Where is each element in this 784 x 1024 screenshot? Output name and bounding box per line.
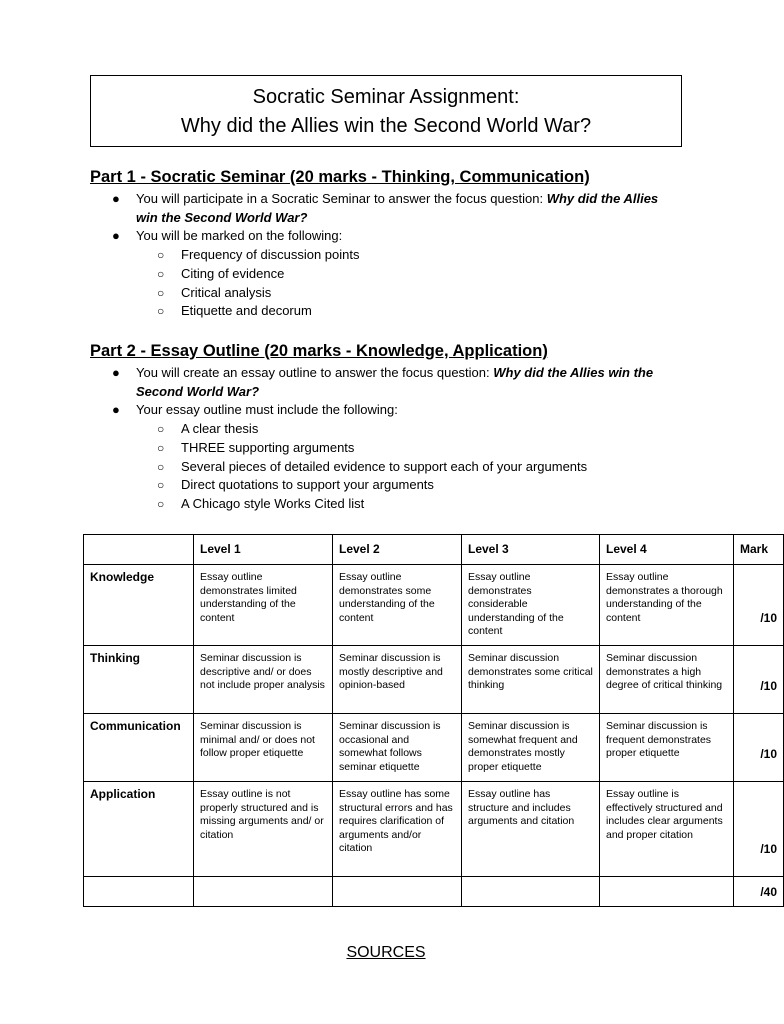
table-row xyxy=(84,714,784,782)
hollow-bullet-icon: ○ xyxy=(157,440,165,455)
outline-item: Several pieces of detailed evidence to support each of your arguments xyxy=(181,458,588,474)
rubric-cell: Seminar discussion demonstrates some critical thinking xyxy=(462,646,600,714)
outline-item: A Chicago style Works Cited list xyxy=(181,495,365,511)
hollow-bullet-icon: ○ xyxy=(157,285,165,300)
list-item xyxy=(136,476,690,495)
list-item xyxy=(136,302,690,321)
criteria-item: Citing of evidence xyxy=(181,265,285,281)
rubric-empty-cell xyxy=(194,877,333,907)
rubric-cell: Seminar discussion is descriptive and/ or does not include proper analysis xyxy=(194,646,333,714)
outline-item: A clear thesis xyxy=(181,421,259,437)
rubric-cell: Essay outline is not properly structured and is missing arguments and/ or citation xyxy=(194,782,333,877)
rubric-cell: Essay outline demonstrates some understanding of the content xyxy=(333,565,462,646)
title-box xyxy=(90,75,682,147)
rubric-cell: Seminar discussion is frequent demonstrates proper etiquette xyxy=(600,714,734,782)
rubric-total-row xyxy=(84,877,784,907)
rubric-cell: Essay outline demonstrates considerable understanding of the content xyxy=(462,565,600,646)
sources-heading: SOURCES xyxy=(346,944,426,961)
part1-bullet-2-text: You will be marked on the following: xyxy=(136,228,343,244)
outline-item: THREE supporting arguments xyxy=(181,439,355,455)
rubric-empty-cell xyxy=(84,877,194,907)
filled-bullet-icon: ● xyxy=(112,191,120,206)
list-item xyxy=(136,265,690,284)
rubric-category: Application xyxy=(84,782,194,877)
rubric-total: /40 xyxy=(734,877,784,907)
rubric-category: Knowledge xyxy=(84,565,194,646)
rubric-mark: /10 xyxy=(734,565,784,646)
rubric-cell: Seminar discussion is occasional and somewhat follows seminar etiquette xyxy=(333,714,462,782)
part2-heading: Part 2 - Essay Outline (20 marks - Knowledge, Application) xyxy=(90,342,548,360)
hollow-bullet-icon: ○ xyxy=(157,478,165,493)
filled-bullet-icon: ● xyxy=(112,228,120,244)
part2-focus-question: Why did the Allies win the Second World War? xyxy=(136,365,654,399)
filled-bullet-icon: ● xyxy=(112,402,120,418)
part1-bullet-1-text: You will participate in a Socratic Seminar to answer the focus question: xyxy=(136,191,547,206)
hollow-bullet-icon: ○ xyxy=(157,248,165,263)
table-row xyxy=(84,782,784,877)
rubric-header-level-3: Level 3 xyxy=(462,535,600,565)
rubric-cell: Seminar discussion is somewhat frequent and demonstrates mostly proper etiquette xyxy=(462,714,600,782)
list-item xyxy=(136,495,690,514)
rubric-table xyxy=(83,534,784,907)
outline-item: Direct quotations to support your arguments xyxy=(181,477,434,493)
hollow-bullet-icon: ○ xyxy=(157,422,165,437)
rubric-header-level-1: Level 1 xyxy=(194,535,333,565)
criteria-item: Frequency of discussion points xyxy=(181,247,360,263)
title-line-1: Socratic Seminar Assignment: xyxy=(252,86,520,108)
part2-bullet-1-text: You will create an essay outline to answer the focus question: xyxy=(136,365,494,380)
criteria-item: Etiquette and decorum xyxy=(181,303,312,319)
part1-focus-question: Why did the Allies win the Second World War? xyxy=(136,191,659,225)
rubric-cell: Seminar discussion is mostly descriptive and opinion-based xyxy=(333,646,462,714)
table-row xyxy=(84,565,784,646)
rubric-cell: Seminar discussion demonstrates a high degree of critical thinking xyxy=(600,646,734,714)
rubric-empty-cell xyxy=(600,877,734,907)
rubric-empty-cell xyxy=(333,877,462,907)
rubric-cell: Essay outline is effectively structured and includes clear arguments and proper citation xyxy=(600,782,734,877)
rubric-category: Communication xyxy=(84,714,194,782)
list-item xyxy=(0,401,690,513)
hollow-bullet-icon: ○ xyxy=(157,459,165,474)
list-item xyxy=(0,190,664,227)
part1-list xyxy=(0,190,690,321)
part2-bullet-2-text: Your essay outline must include the following: xyxy=(136,402,398,418)
title-line-2: Why did the Allies win the Second World War? xyxy=(180,115,592,137)
rubric-mark: /10 xyxy=(734,782,784,877)
list-item xyxy=(0,227,690,321)
list-item xyxy=(136,420,690,439)
rubric-category: Thinking xyxy=(84,646,194,714)
rubric-mark: /10 xyxy=(734,714,784,782)
rubric-header-row xyxy=(84,535,784,565)
hollow-bullet-icon: ○ xyxy=(157,304,165,319)
rubric-header-blank xyxy=(84,535,194,565)
rubric-header-mark: Mark xyxy=(734,535,784,565)
part2-list xyxy=(0,364,690,514)
part2-items-list xyxy=(136,420,690,514)
rubric-mark: /10 xyxy=(734,646,784,714)
rubric-cell: Essay outline demonstrates limited understanding of the content xyxy=(194,565,333,646)
rubric-header-level-2: Level 2 xyxy=(333,535,462,565)
part1-criteria-list xyxy=(136,246,690,321)
rubric-cell: Essay outline has some structural errors and has requires clarification of arguments and/or citation xyxy=(333,782,462,877)
table-row xyxy=(84,646,784,714)
list-item xyxy=(136,284,690,303)
rubric-empty-cell xyxy=(462,877,600,907)
filled-bullet-icon: ● xyxy=(112,365,120,380)
criteria-item: Critical analysis xyxy=(181,284,272,300)
hollow-bullet-icon: ○ xyxy=(157,496,165,511)
part1-heading: Part 1 - Socratic Seminar (20 marks - Thinking, Communication) xyxy=(90,168,590,186)
hollow-bullet-icon: ○ xyxy=(157,266,165,281)
list-item xyxy=(136,246,690,265)
rubric-header-level-4: Level 4 xyxy=(600,535,734,565)
rubric-cell: Seminar discussion is minimal and/ or does not follow proper etiquette xyxy=(194,714,333,782)
rubric-cell: Essay outline demonstrates a thorough understanding of the content xyxy=(600,565,734,646)
list-item xyxy=(136,439,690,458)
rubric-cell: Essay outline has structure and includes arguments and citation xyxy=(462,782,600,877)
list-item xyxy=(0,364,666,401)
list-item xyxy=(136,458,690,477)
